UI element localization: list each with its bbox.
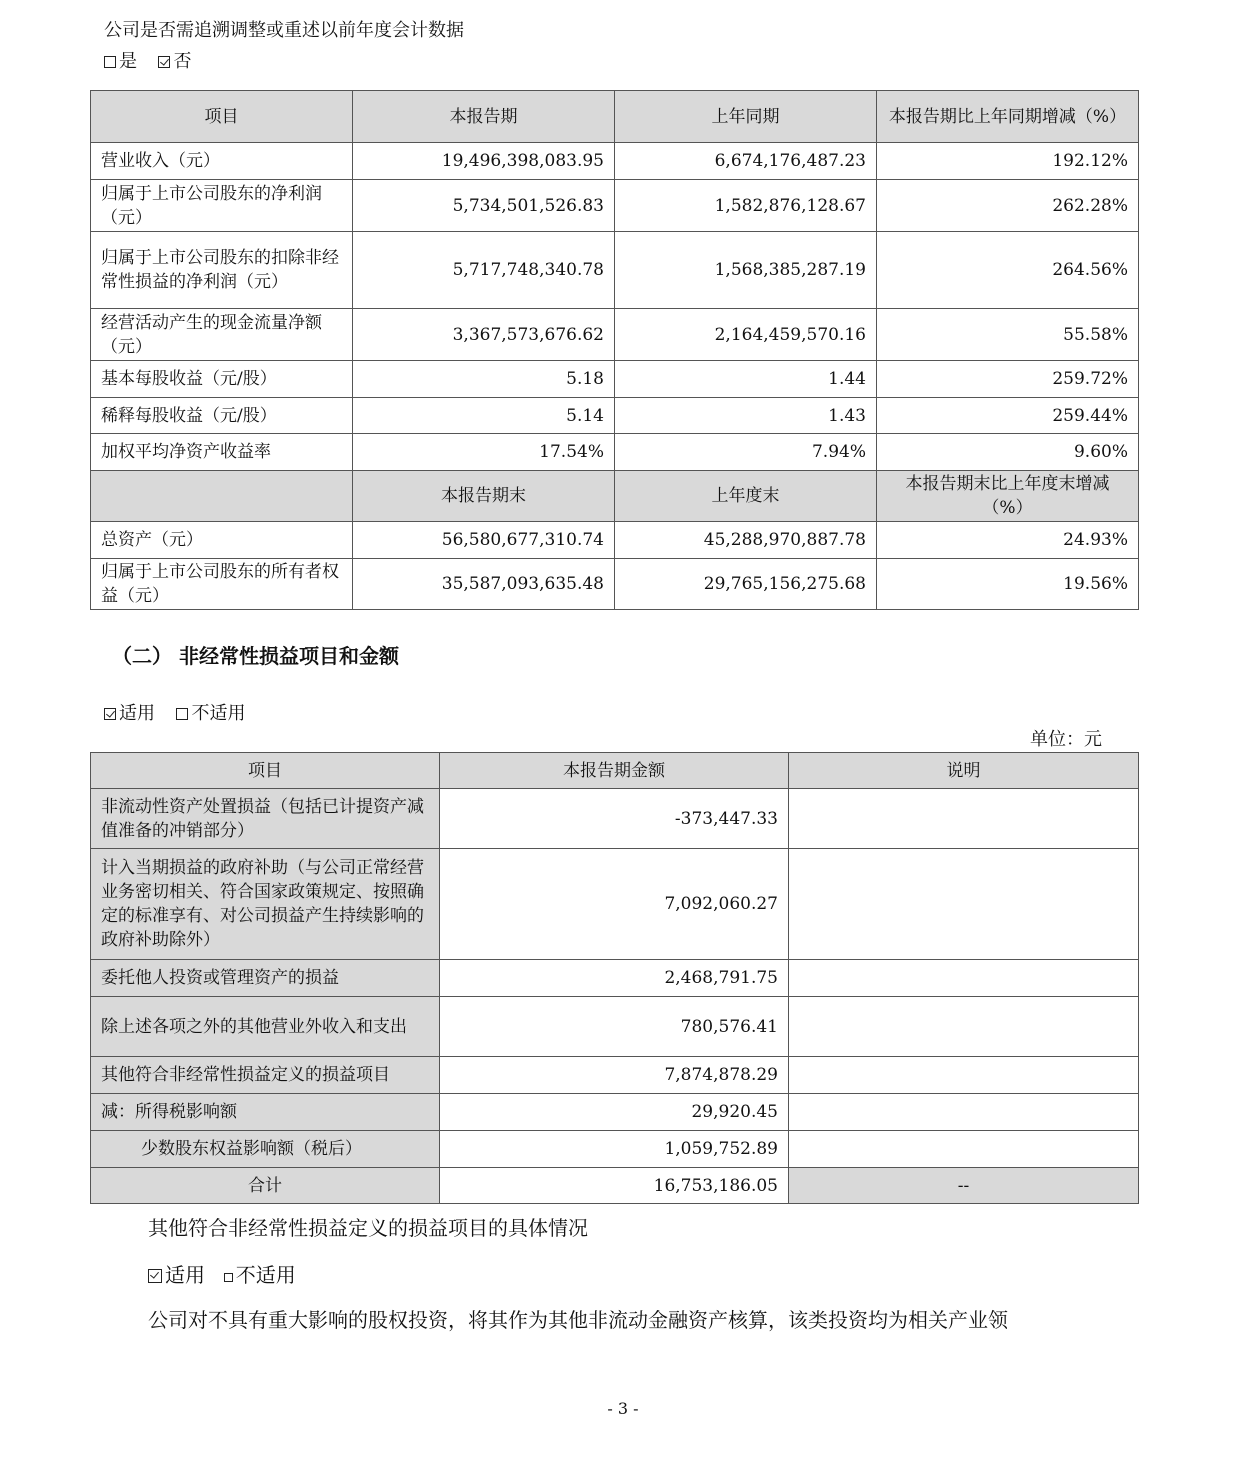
yes-label: 是 (119, 51, 137, 72)
change-value: 24.93% (877, 522, 1139, 559)
current-value: 19,496,398,083.95 (353, 143, 615, 180)
table-header-row (91, 753, 1139, 789)
row-label: 归属于上市公司股东的净利润（元） (91, 180, 353, 232)
footer-applicability-options (148, 1261, 296, 1289)
table-row (91, 559, 1139, 610)
table-row (91, 997, 1139, 1057)
change-value: 192.12% (877, 143, 1139, 180)
row-label: 非流动性资产处置损益（包括已计提资产减值准备的冲销部分） (91, 789, 440, 849)
applicability-options (104, 702, 245, 726)
row-label: 营业收入（元） (91, 143, 353, 180)
row-label: 少数股东权益影响额（税后） (91, 1131, 440, 1168)
amount-value: 29,920.45 (440, 1094, 789, 1131)
current-value: 5,717,748,340.78 (353, 232, 615, 309)
row-label: 稀释每股收益（元/股） (91, 398, 353, 434)
subheader-prior-year-end: 上年度末 (615, 471, 877, 522)
header-change-pct: 本报告期比上年同期增减（%） (877, 91, 1139, 143)
table-row (91, 398, 1139, 434)
amount-value: 780,576.41 (440, 997, 789, 1057)
table-total-row (91, 1168, 1139, 1204)
change-value: 259.44% (877, 398, 1139, 434)
prior-value: 1.44 (615, 361, 877, 398)
table-row (91, 789, 1139, 849)
prior-value: 29,765,156,275.68 (615, 559, 877, 610)
prior-value: 6,674,176,487.23 (615, 143, 877, 180)
subheader-change-pct: 本报告期末比上年度末增减（%） (877, 471, 1139, 522)
current-value: 35,587,093,635.48 (353, 559, 615, 610)
table-row (91, 1057, 1139, 1094)
restatement-question: 公司是否需追溯调整或重述以前年度会计数据 (104, 20, 464, 41)
other-items-title: 其他符合非经常性损益定义的损益项目的具体情况 (148, 1216, 588, 1240)
table-row (91, 232, 1139, 309)
section-title: （二） 非经常性损益项目和金额 (112, 644, 399, 668)
footer-apply-label: 适用 (165, 1263, 205, 1287)
table-row (91, 1131, 1139, 1168)
header-amount: 本报告期金额 (440, 753, 789, 789)
table-row (91, 180, 1139, 232)
row-label: 委托他人投资或管理资产的损益 (91, 960, 440, 997)
change-value: 262.28% (877, 180, 1139, 232)
footer-not-apply-label: 不适用 (235, 1263, 296, 1287)
row-label: 基本每股收益（元/股） (91, 361, 353, 398)
table-row (91, 849, 1139, 960)
no-label: 否 (173, 51, 192, 72)
total-notes: -- (789, 1168, 1139, 1204)
table-subheader-row (91, 471, 1139, 522)
table-row (91, 143, 1139, 180)
restatement-options (104, 50, 191, 74)
amount-value: -373,447.33 (440, 789, 789, 849)
prior-value: 7.94% (615, 434, 877, 471)
table-row (91, 960, 1139, 997)
notes-value (789, 960, 1139, 997)
header-current-period: 本报告期 (353, 91, 615, 143)
amount-value: 7,092,060.27 (440, 849, 789, 960)
change-value: 264.56% (877, 232, 1139, 309)
apply-label: 适用 (119, 703, 155, 724)
row-label: 其他符合非经常性损益定义的损益项目 (91, 1057, 440, 1094)
table-header-row (91, 91, 1139, 143)
row-label: 经营活动产生的现金流量净额（元） (91, 309, 353, 361)
header-prior-period: 上年同期 (615, 91, 877, 143)
row-label: 归属于上市公司股东的扣除非经常性损益的净利润（元） (91, 232, 353, 309)
page-number: - 3 - (607, 1399, 639, 1418)
current-value: 17.54% (353, 434, 615, 471)
no-checkbox-checked[interactable] (158, 56, 170, 68)
notes-value (789, 1131, 1139, 1168)
current-value: 3,367,573,676.62 (353, 309, 615, 361)
table-row (91, 309, 1139, 361)
change-value: 19.56% (877, 559, 1139, 610)
current-value: 5,734,501,526.83 (353, 180, 615, 232)
prior-value: 2,164,459,570.16 (615, 309, 877, 361)
footer-paragraph: 公司对不具有重大影响的股权投资，将其作为其他非流动金融资产核算，该类投资均为相关产业领 (148, 1308, 1008, 1332)
subheader-period-end: 本报告期末 (353, 471, 615, 522)
change-value: 259.72% (877, 361, 1139, 398)
current-value: 5.14 (353, 398, 615, 434)
row-label: 除上述各项之外的其他营业外收入和支出 (91, 997, 440, 1057)
footer-apply-checkbox-checked[interactable] (148, 1269, 162, 1283)
amount-value: 2,468,791.75 (440, 960, 789, 997)
header-notes: 说明 (789, 753, 1139, 789)
row-label: 加权平均净资产收益率 (91, 434, 353, 471)
header-item: 项目 (91, 91, 353, 143)
prior-value: 1.43 (615, 398, 877, 434)
notes-value (789, 1057, 1139, 1094)
notes-value (789, 789, 1139, 849)
prior-value: 1,568,385,287.19 (615, 232, 877, 309)
row-label: 减：所得税影响额 (91, 1094, 440, 1131)
current-value: 56,580,677,310.74 (353, 522, 615, 559)
prior-value: 1,582,876,128.67 (615, 180, 877, 232)
table-row (91, 1094, 1139, 1131)
subheader-item (91, 471, 353, 522)
change-value: 9.60% (877, 434, 1139, 471)
main-accounting-data-table (90, 90, 1139, 610)
notes-value (789, 997, 1139, 1057)
row-label: 计入当期损益的政府补助（与公司正常经营业务密切相关、符合国家政策规定、按照确定的标准享有、对公司损益产生持续影响的政府补助除外） (91, 849, 440, 960)
change-value: 55.58% (877, 309, 1139, 361)
non-recurring-items-table (90, 752, 1139, 1204)
table-row (91, 361, 1139, 398)
current-value: 5.18 (353, 361, 615, 398)
amount-value: 7,874,878.29 (440, 1057, 789, 1094)
not-apply-label: 不适用 (191, 703, 246, 724)
yes-checkbox[interactable] (104, 56, 116, 68)
prior-value: 45,288,970,887.78 (615, 522, 877, 559)
table-row (91, 434, 1139, 471)
not-apply-checkbox[interactable] (176, 708, 188, 720)
total-amount: 16,753,186.05 (440, 1168, 789, 1204)
footer-not-apply-checkbox[interactable] (224, 1273, 233, 1282)
row-label: 总资产（元） (91, 522, 353, 559)
notes-value (789, 1094, 1139, 1131)
row-label: 归属于上市公司股东的所有者权益（元） (91, 559, 353, 610)
notes-value (789, 849, 1139, 960)
header-item: 项目 (91, 753, 440, 789)
amount-value: 1,059,752.89 (440, 1131, 789, 1168)
apply-checkbox-checked[interactable] (104, 708, 116, 720)
table-row (91, 522, 1139, 559)
unit-label: 单位：元 (1030, 729, 1102, 750)
total-label: 合计 (91, 1168, 440, 1204)
